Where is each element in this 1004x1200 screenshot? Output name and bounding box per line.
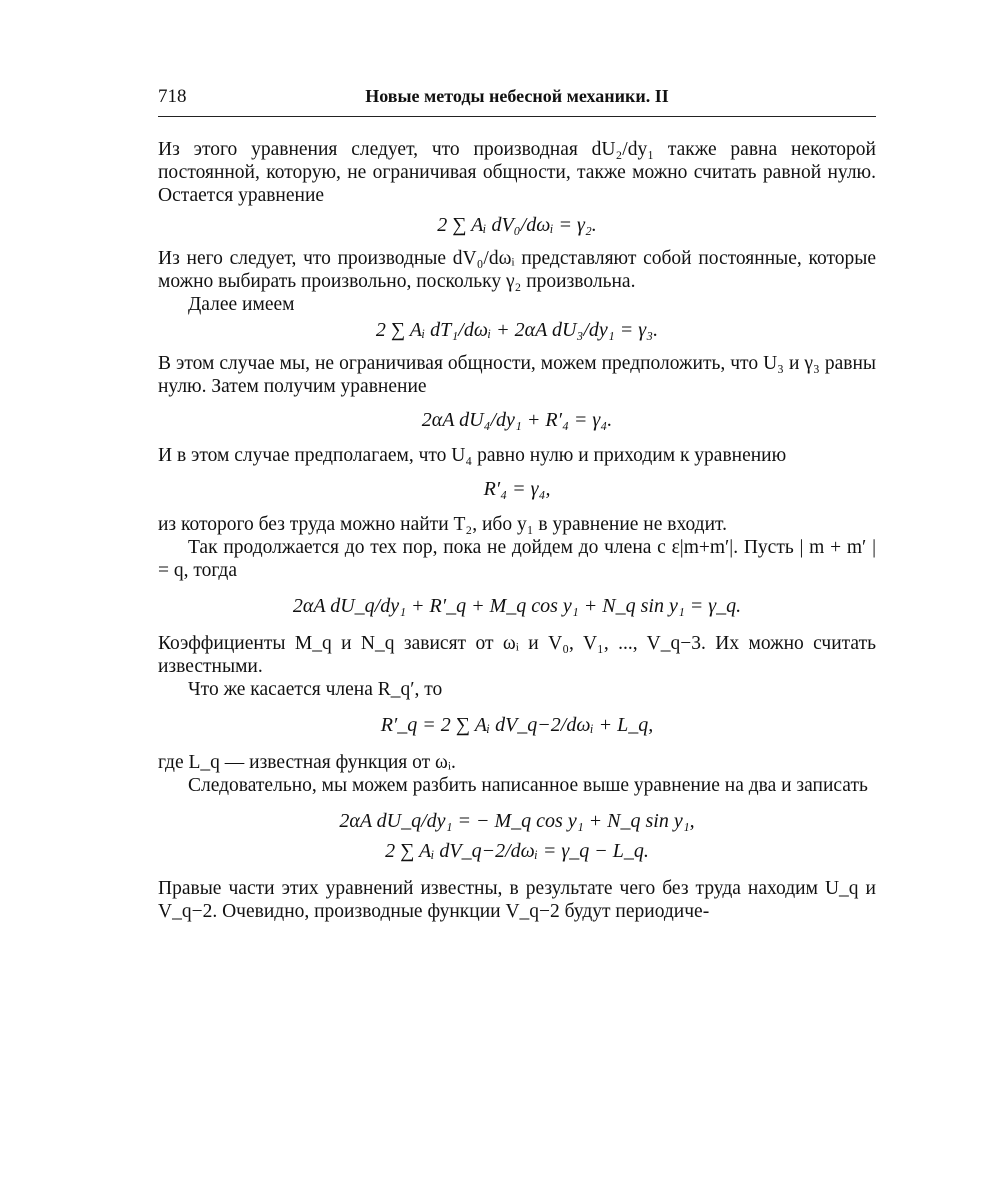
paragraph-3: Далее имеем bbox=[188, 294, 295, 315]
equation-2-text: 2 ∑ Aᵢ dT₁/dωᵢ + 2αA dU₃/dy₁ = γ₃. bbox=[375, 319, 659, 341]
paragraph-12: Правые части этих уравнений известны, в результате чего без труда находим U_q и V_q−2. Очевидно, производные функции V_q−2 будут периодиче- bbox=[158, 878, 876, 922]
equation-7 bbox=[158, 809, 876, 833]
paragraph-9: Что же касается члена R_q′, то bbox=[188, 679, 443, 700]
running-title: Новые методы небесной механики. II bbox=[365, 86, 669, 106]
paragraph-2: Из него следует, что производные dV₀/dωᵢ представляют собой постоянные, которые можно выбирать произвольно, поскольку γ₂ произвольна. bbox=[158, 248, 876, 292]
paragraph-8: Коэффициенты M_q и N_q зависят от ωᵢ и V₀, V₁, ..., V_q−3. Их можно считать известными. bbox=[158, 633, 876, 677]
equation-1 bbox=[158, 213, 876, 237]
equation-5-text: 2αA dU_q/dy₁ + R′_q + M_q cos y₁ + N_q sin y₁ = γ_q. bbox=[292, 595, 742, 617]
paragraph-6: из которого без труда можно найти T₂, ибо y₁ в уравнение не входит. bbox=[158, 514, 727, 535]
equation-4-text: R′₄ = γ₄, bbox=[483, 478, 551, 500]
page-body bbox=[158, 138, 876, 923]
paragraph-4: В этом случае мы, не ограничивая общности, можем предположить, что U₃ и γ₃ равны нулю. Затем получим уравнение bbox=[158, 353, 876, 397]
paragraph-10: где L_q — известная функция от ωᵢ. bbox=[158, 752, 456, 773]
equation-1-text: 2 ∑ Aᵢ dV₀/dωᵢ = γ₂. bbox=[437, 214, 597, 236]
equation-3-text: 2αA dU₄/dy₁ + R′₄ = γ₄. bbox=[421, 409, 613, 431]
running-header bbox=[158, 86, 876, 112]
header-rule bbox=[158, 116, 876, 117]
paragraph-11: Следовательно, мы можем разбить написанное выше уравнение на два и записать bbox=[188, 775, 868, 796]
page-number: 718 bbox=[158, 86, 187, 107]
equation-4 bbox=[158, 477, 876, 501]
equation-3 bbox=[158, 408, 876, 432]
equation-8 bbox=[158, 839, 876, 863]
equation-6 bbox=[158, 713, 876, 737]
equation-5 bbox=[158, 594, 876, 618]
equation-8-text: 2 ∑ Aᵢ dV_q−2/dωᵢ = γ_q − L_q. bbox=[385, 840, 649, 862]
equation-7-text: 2αA dU_q/dy₁ = − M_q cos y₁ + N_q sin y₁, bbox=[339, 810, 695, 832]
paragraph-7: Так продолжается до тех пор, пока не дойдем до члена с ε|m+m′|. Пусть | m + m′ | = q, тогда bbox=[158, 537, 876, 581]
equation-2 bbox=[158, 318, 876, 342]
paragraph-1: Из этого уравнения следует, что производная dU₂/dy₁ также равна некоторой постоянной, которую, не ограничивая общности, также можно считать равной нулю. Остается уравнение bbox=[158, 139, 876, 206]
equation-6-text: R′_q = 2 ∑ Aᵢ dV_q−2/dωᵢ + L_q, bbox=[380, 714, 654, 736]
paragraph-5: И в этом случае предполагаем, что U₄ равно нулю и приходим к уравнению bbox=[158, 445, 787, 466]
